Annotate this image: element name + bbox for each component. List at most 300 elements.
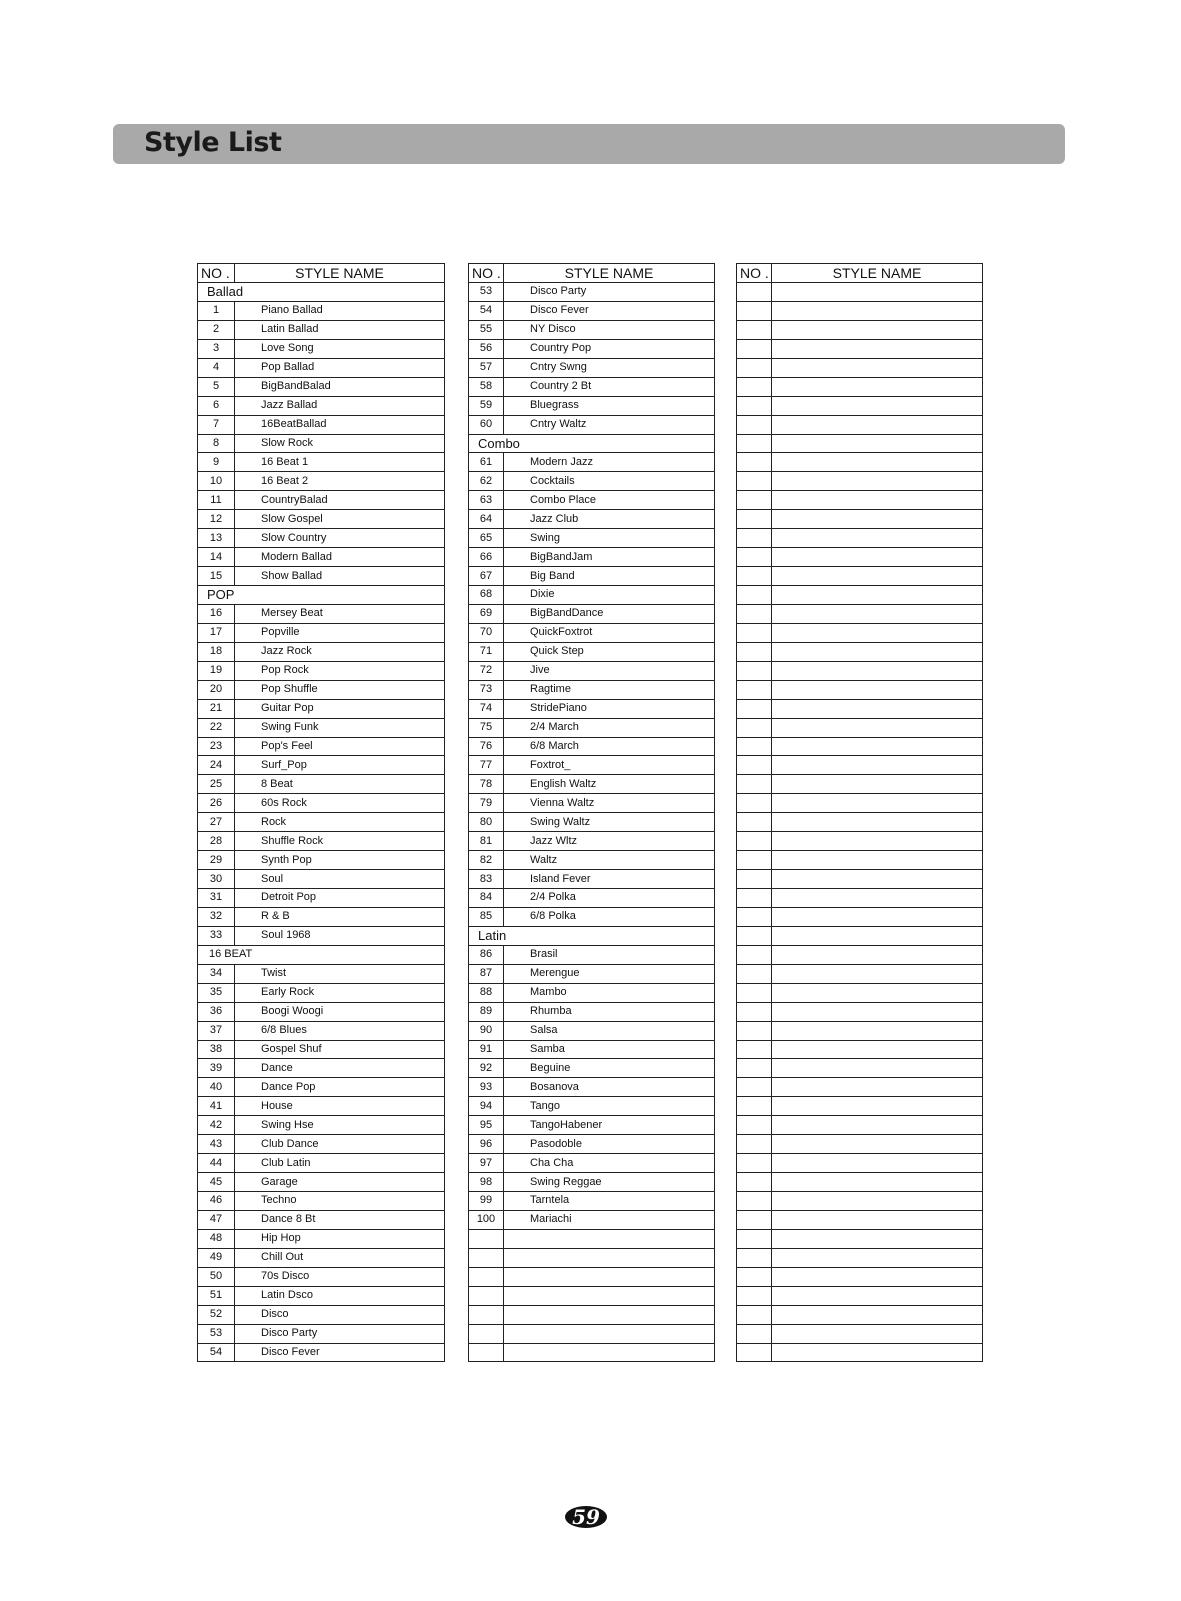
empty-table-row <box>737 1343 983 1362</box>
style-number <box>737 851 772 870</box>
table-row <box>469 548 715 567</box>
style-name <box>772 983 983 1002</box>
style-number: 73 <box>469 680 504 699</box>
style-name: Jazz Ballad <box>235 396 445 415</box>
style-name <box>772 453 983 472</box>
style-number <box>737 718 772 737</box>
no-column-header: NO . <box>737 264 772 283</box>
table-row <box>198 548 445 567</box>
table-row <box>469 945 715 964</box>
style-number <box>737 737 772 756</box>
table-row <box>198 453 445 472</box>
category-row <box>198 945 445 964</box>
style-number: 48 <box>198 1229 235 1248</box>
style-number: 25 <box>198 775 235 794</box>
style-name <box>772 813 983 832</box>
style-name <box>772 586 983 605</box>
category-label: Ballad <box>198 283 445 302</box>
empty-table-row <box>737 1078 983 1097</box>
style-number <box>737 1305 772 1324</box>
style-number: 1 <box>198 301 235 320</box>
empty-table-row <box>737 396 983 415</box>
style-name <box>772 1154 983 1173</box>
table-row <box>469 1078 715 1097</box>
style-table-2 <box>468 263 715 1362</box>
table-row <box>469 1173 715 1192</box>
empty-table-row <box>469 1324 715 1343</box>
style-number: 3 <box>198 339 235 358</box>
style-number: 98 <box>469 1173 504 1192</box>
style-name <box>772 491 983 510</box>
empty-table-row <box>737 415 983 434</box>
category-row <box>469 434 715 453</box>
style-number: 26 <box>198 794 235 813</box>
category-label: Combo <box>469 434 715 453</box>
empty-table-row <box>737 661 983 680</box>
style-name: Disco Party <box>235 1324 445 1343</box>
style-number <box>737 813 772 832</box>
style-number: 93 <box>469 1078 504 1097</box>
style-number <box>737 339 772 358</box>
table-row <box>198 623 445 642</box>
table-row <box>198 1248 445 1267</box>
style-number <box>737 434 772 453</box>
style-number: 9 <box>198 453 235 472</box>
table-row <box>198 813 445 832</box>
style-number: 4 <box>198 358 235 377</box>
style-name <box>772 1267 983 1286</box>
empty-table-row <box>737 756 983 775</box>
style-name: House <box>235 1097 445 1116</box>
table-row <box>469 377 715 396</box>
table-row <box>469 1154 715 1173</box>
table-row <box>469 737 715 756</box>
table-row <box>198 775 445 794</box>
category-row <box>469 926 715 945</box>
style-number <box>737 1248 772 1267</box>
table-row <box>469 320 715 339</box>
style-number: 75 <box>469 718 504 737</box>
style-number <box>737 1343 772 1362</box>
style-number <box>737 926 772 945</box>
style-number: 37 <box>198 1021 235 1040</box>
table-row <box>198 1324 445 1343</box>
empty-table-row <box>737 586 983 605</box>
style-name: Tango <box>504 1097 715 1116</box>
style-number <box>469 1248 504 1267</box>
style-number: 65 <box>469 529 504 548</box>
style-number <box>737 472 772 491</box>
empty-table-row <box>737 1248 983 1267</box>
style-number: 61 <box>469 453 504 472</box>
style-name: Cocktails <box>504 472 715 491</box>
style-name: Merengue <box>504 964 715 983</box>
style-number: 40 <box>198 1078 235 1097</box>
table-row <box>469 832 715 851</box>
style-number: 74 <box>469 699 504 718</box>
style-number <box>737 491 772 510</box>
style-number <box>469 1343 504 1362</box>
empty-table-row <box>737 1116 983 1135</box>
style-number: 86 <box>469 945 504 964</box>
style-name: Club Dance <box>235 1135 445 1154</box>
style-number: 46 <box>198 1192 235 1211</box>
style-number: 94 <box>469 1097 504 1116</box>
style-name <box>772 1229 983 1248</box>
style-name: Dance 8 Bt <box>235 1210 445 1229</box>
style-name: Cha Cha <box>504 1154 715 1173</box>
table-row <box>198 396 445 415</box>
style-number: 78 <box>469 775 504 794</box>
style-number: 23 <box>198 737 235 756</box>
style-number: 67 <box>469 567 504 586</box>
style-name: Mersey Beat <box>235 604 445 623</box>
style-number: 13 <box>198 529 235 548</box>
style-number <box>737 358 772 377</box>
table-row <box>198 832 445 851</box>
style-name: Combo Place <box>504 491 715 510</box>
style-number <box>737 1210 772 1229</box>
table-row <box>198 491 445 510</box>
style-name: Early Rock <box>235 983 445 1002</box>
table-row <box>198 870 445 889</box>
style-name: Big Band <box>504 567 715 586</box>
style-name: Pop Rock <box>235 661 445 680</box>
style-number <box>737 1002 772 1021</box>
style-name: Jive <box>504 661 715 680</box>
style-number: 17 <box>198 623 235 642</box>
style-name <box>772 320 983 339</box>
empty-table-row <box>737 339 983 358</box>
style-name <box>772 1305 983 1324</box>
style-number: 8 <box>198 434 235 453</box>
empty-table-row <box>737 358 983 377</box>
table-row <box>469 1059 715 1078</box>
style-number <box>737 377 772 396</box>
table-row <box>198 604 445 623</box>
style-name <box>772 1248 983 1267</box>
table-row <box>198 907 445 926</box>
table-row <box>469 396 715 415</box>
table-row <box>198 699 445 718</box>
style-name: Slow Rock <box>235 434 445 453</box>
style-number <box>737 283 772 302</box>
style-number <box>737 1040 772 1059</box>
style-name <box>772 851 983 870</box>
table-row <box>469 1210 715 1229</box>
style-name: 6/8 Polka <box>504 907 715 926</box>
style-name: Swing Hse <box>235 1116 445 1135</box>
style-name <box>772 396 983 415</box>
style-name: 6/8 Blues <box>235 1021 445 1040</box>
style-number <box>737 794 772 813</box>
no-column-header: NO . <box>469 264 504 283</box>
style-name: 16BeatBallad <box>235 415 445 434</box>
table-row <box>469 794 715 813</box>
style-number: 6 <box>198 396 235 415</box>
style-number <box>737 1059 772 1078</box>
style-number <box>737 510 772 529</box>
style-name: Pop Shuffle <box>235 680 445 699</box>
style-number: 72 <box>469 661 504 680</box>
style-name: Jazz Rock <box>235 642 445 661</box>
table-row <box>469 1097 715 1116</box>
style-name: Quick Step <box>504 642 715 661</box>
style-name-column-header: STYLE NAME <box>504 264 715 283</box>
style-number: 14 <box>198 548 235 567</box>
style-number: 51 <box>198 1286 235 1305</box>
style-number: 68 <box>469 586 504 605</box>
style-number <box>469 1286 504 1305</box>
category-label: POP <box>198 586 445 605</box>
style-name: CountryBalad <box>235 491 445 510</box>
style-name: Synth Pop <box>235 851 445 870</box>
empty-table-row <box>737 491 983 510</box>
style-name <box>504 1229 715 1248</box>
style-name: StridePiano <box>504 699 715 718</box>
table-row <box>198 1343 445 1362</box>
style-name: BigBandDance <box>504 604 715 623</box>
style-number <box>737 1286 772 1305</box>
style-name: Bluegrass <box>504 396 715 415</box>
empty-table-row <box>737 737 983 756</box>
style-name: Pop's Feel <box>235 737 445 756</box>
style-number: 69 <box>469 604 504 623</box>
style-name <box>772 1343 983 1362</box>
style-name: Swing <box>504 529 715 548</box>
style-number <box>737 415 772 434</box>
table-row <box>198 964 445 983</box>
style-number <box>737 1154 772 1173</box>
style-name <box>772 301 983 320</box>
style-name <box>772 1210 983 1229</box>
style-number: 77 <box>469 756 504 775</box>
empty-table-row <box>737 529 983 548</box>
style-name <box>772 472 983 491</box>
table-row <box>198 339 445 358</box>
table-row <box>198 301 445 320</box>
table-row <box>198 718 445 737</box>
category-row <box>198 586 445 605</box>
style-name: Bosanova <box>504 1078 715 1097</box>
style-number <box>737 453 772 472</box>
style-number <box>737 529 772 548</box>
style-number <box>737 964 772 983</box>
style-number: 32 <box>198 907 235 926</box>
style-name: Rock <box>235 813 445 832</box>
style-name <box>772 623 983 642</box>
empty-table-row <box>737 889 983 908</box>
style-name <box>772 1059 983 1078</box>
table-row <box>469 964 715 983</box>
table-row <box>198 415 445 434</box>
empty-table-row <box>469 1229 715 1248</box>
style-name: Swing Funk <box>235 718 445 737</box>
empty-table-row <box>737 983 983 1002</box>
empty-table-row <box>469 1343 715 1362</box>
style-number: 53 <box>469 283 504 302</box>
style-number: 15 <box>198 567 235 586</box>
table-row <box>198 1286 445 1305</box>
style-number: 64 <box>469 510 504 529</box>
style-name: Chill Out <box>235 1248 445 1267</box>
style-name: Dixie <box>504 586 715 605</box>
style-name: BigBandBalad <box>235 377 445 396</box>
empty-table-row <box>737 870 983 889</box>
category-row <box>198 283 445 302</box>
style-name: Mariachi <box>504 1210 715 1229</box>
style-number: 96 <box>469 1135 504 1154</box>
table-row <box>469 1002 715 1021</box>
table-row <box>198 794 445 813</box>
style-name: Latin Dsco <box>235 1286 445 1305</box>
style-number <box>737 1097 772 1116</box>
style-name: NY Disco <box>504 320 715 339</box>
table-row <box>469 604 715 623</box>
style-name <box>772 1324 983 1343</box>
empty-table-row <box>737 567 983 586</box>
style-name: 16 Beat 2 <box>235 472 445 491</box>
style-name: Popville <box>235 623 445 642</box>
style-name <box>504 1343 715 1362</box>
style-name <box>772 548 983 567</box>
style-name <box>504 1324 715 1343</box>
empty-table-row <box>469 1286 715 1305</box>
style-name: R & B <box>235 907 445 926</box>
empty-table-row <box>737 377 983 396</box>
style-number <box>737 301 772 320</box>
empty-table-row <box>737 832 983 851</box>
style-number: 39 <box>198 1059 235 1078</box>
style-name: Techno <box>235 1192 445 1211</box>
table-row <box>469 813 715 832</box>
style-name: Slow Country <box>235 529 445 548</box>
table-row <box>469 623 715 642</box>
table-row <box>469 699 715 718</box>
table-row <box>469 718 715 737</box>
empty-table-row <box>737 1173 983 1192</box>
style-name: Modern Jazz <box>504 453 715 472</box>
style-number: 30 <box>198 870 235 889</box>
style-name: Guitar Pop <box>235 699 445 718</box>
style-name: Vienna Waltz <box>504 794 715 813</box>
style-number <box>737 1324 772 1343</box>
style-number: 53 <box>198 1324 235 1343</box>
style-name <box>772 794 983 813</box>
style-name: Shuffle Rock <box>235 832 445 851</box>
style-number: 59 <box>469 396 504 415</box>
table-row <box>198 642 445 661</box>
style-number <box>737 1192 772 1211</box>
empty-table-row <box>737 623 983 642</box>
style-name: 2/4 Polka <box>504 889 715 908</box>
table-row <box>198 889 445 908</box>
style-name <box>772 907 983 926</box>
style-number <box>737 586 772 605</box>
table-row <box>198 661 445 680</box>
style-name: Mambo <box>504 983 715 1002</box>
style-name <box>504 1267 715 1286</box>
table-row <box>198 983 445 1002</box>
style-number <box>737 661 772 680</box>
style-name <box>772 1097 983 1116</box>
style-number: 84 <box>469 889 504 908</box>
style-table-1 <box>197 263 445 1362</box>
style-name: QuickFoxtrot <box>504 623 715 642</box>
style-name: Cntry Swng <box>504 358 715 377</box>
style-name <box>772 775 983 794</box>
style-name <box>772 1192 983 1211</box>
table-row <box>469 889 715 908</box>
table-row <box>198 1059 445 1078</box>
style-number: 44 <box>198 1154 235 1173</box>
style-name: Pop Ballad <box>235 358 445 377</box>
table-row <box>198 1210 445 1229</box>
table-header-row <box>737 264 983 283</box>
style-number <box>737 1116 772 1135</box>
style-number: 16 <box>198 604 235 623</box>
style-name: Swing Waltz <box>504 813 715 832</box>
table-row <box>469 567 715 586</box>
empty-table-row <box>737 718 983 737</box>
style-number: 62 <box>469 472 504 491</box>
table-row <box>198 737 445 756</box>
style-name: 2/4 March <box>504 718 715 737</box>
style-name: Jazz Wltz <box>504 832 715 851</box>
style-name <box>772 889 983 908</box>
table-row <box>198 851 445 870</box>
style-name-column-header: STYLE NAME <box>772 264 983 283</box>
style-name <box>772 415 983 434</box>
style-name <box>772 1173 983 1192</box>
style-number <box>737 1173 772 1192</box>
style-name: Piano Ballad <box>235 301 445 320</box>
empty-table-row <box>737 680 983 699</box>
table-row <box>469 1021 715 1040</box>
style-number: 38 <box>198 1040 235 1059</box>
empty-table-row <box>737 907 983 926</box>
style-name: 60s Rock <box>235 794 445 813</box>
style-number: 99 <box>469 1192 504 1211</box>
style-table-3 <box>736 263 983 1362</box>
style-name <box>772 510 983 529</box>
style-name <box>504 1305 715 1324</box>
table-row <box>469 661 715 680</box>
style-name: Twist <box>235 964 445 983</box>
style-name: Ragtime <box>504 680 715 699</box>
style-name: Samba <box>504 1040 715 1059</box>
style-number: 21 <box>198 699 235 718</box>
empty-table-row <box>737 1154 983 1173</box>
style-name <box>772 1002 983 1021</box>
style-number <box>469 1324 504 1343</box>
style-number <box>737 604 772 623</box>
style-name <box>772 832 983 851</box>
table-header-row <box>198 264 445 283</box>
style-name <box>772 718 983 737</box>
empty-table-row <box>737 510 983 529</box>
style-number: 11 <box>198 491 235 510</box>
style-number: 57 <box>469 358 504 377</box>
table-row <box>469 756 715 775</box>
style-number: 100 <box>469 1210 504 1229</box>
style-number: 49 <box>198 1248 235 1267</box>
empty-table-row <box>469 1267 715 1286</box>
table-row <box>469 301 715 320</box>
style-number: 52 <box>198 1305 235 1324</box>
style-number: 70 <box>469 623 504 642</box>
style-number: 81 <box>469 832 504 851</box>
